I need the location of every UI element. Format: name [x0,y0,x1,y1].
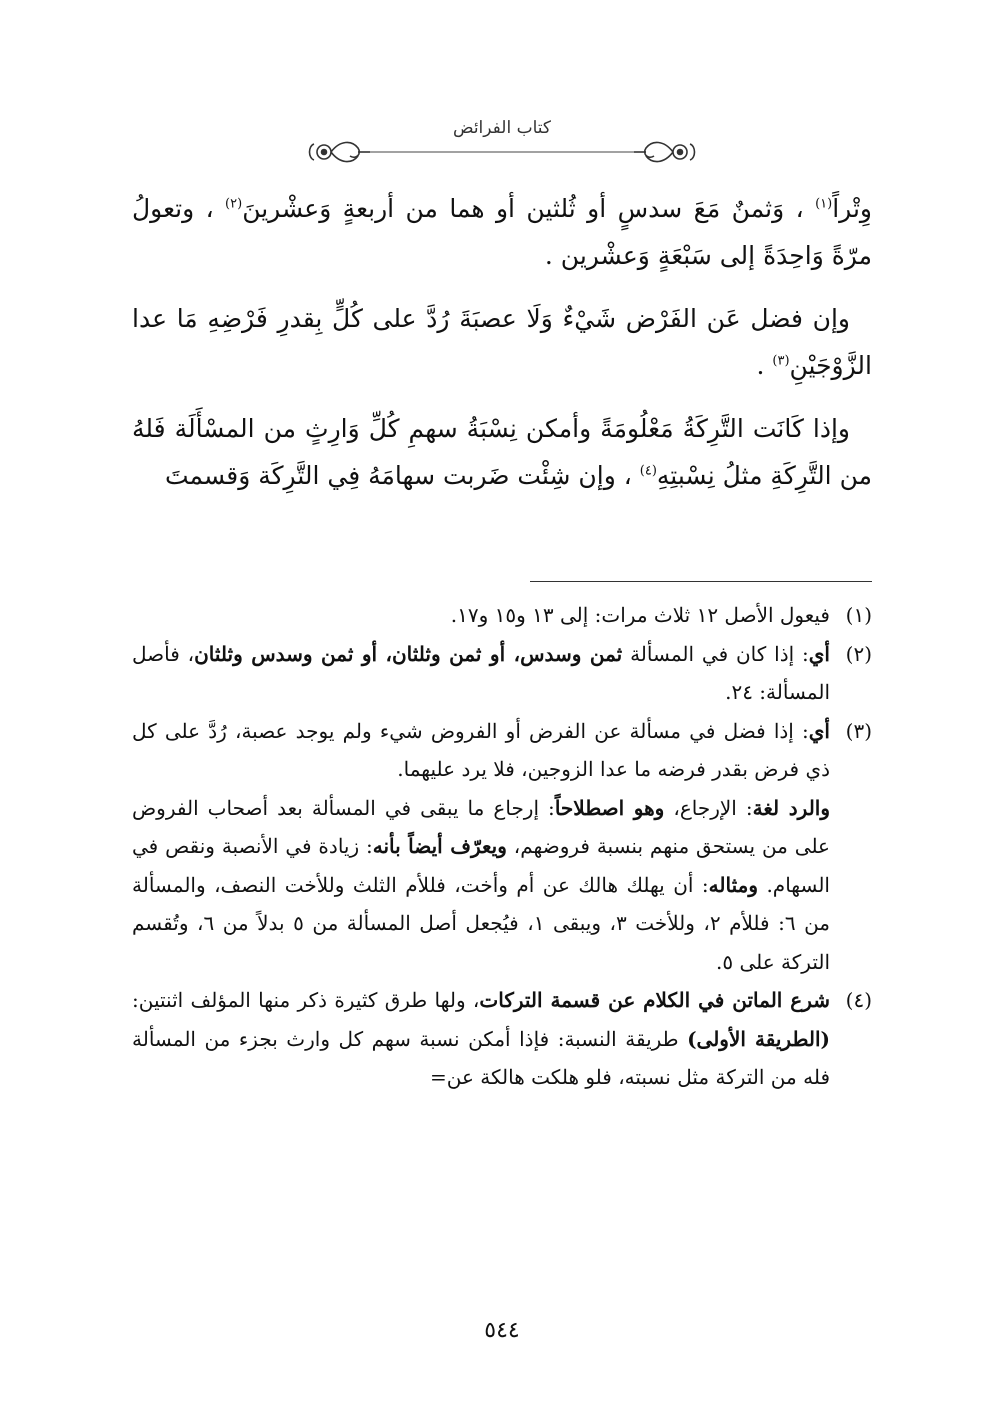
footnote-number: (١) [845,603,872,627]
footnote-ref[interactable]: (٤) [639,463,657,479]
page-number: ٥٤٤ [484,1318,520,1343]
footnote-number: (٣) [845,718,872,743]
footnote-number: (٤) [845,988,872,1012]
main-paragraph: وِتْراً$^{(١)}$ ، وَثمنٌ مَعَ سدسٍ أو ثُلثين أو هما من أربعةٍ وَعشْرينَ$^{(٢)}$ ، وتعولُ مرّةً وَاحِدَةً إلى سَبْعَةٍ وَعشْرين . [132,194,872,270]
footnote: (٢) أي: إذا كان في المسألة ثمن وسدس، أو ثمن وثلثان، أو ثمن وسدس وثلثان، فأصل المسألة: ٢٤. [132,635,872,712]
footnote-separator [530,581,872,582]
running-header-title: كتاب الفرائض [453,118,551,138]
footnote: (٤) شرع الماتن في الكلام عن قسمة التركات، ولها طرق كثيرة ذكر منها المؤلف اثنتين: (الطريقة الأولى) طريقة النسبة: فإذا أمكن نسبة سهم كل وارث بجزء من المسألة فله من التركة مثل نسبته، فلو هلكت هالكة عن= [132,981,872,1097]
header-ornament [300,134,704,170]
main-text [132,185,872,515]
main-paragraph: وإن فضل عَن الفَرْض شَيْءٌ وَلَا عصبَةَ رُدَّ على كُلٍّ بِقدرِ فَرْضِهِ مَا عدا الزَّوْجَيْنِ$^{(٣)}$ . [132,304,872,380]
footnote-number: (٢) [845,641,872,666]
footnote-ref[interactable]: (٣) [772,353,790,369]
main-paragraph: وإذا كَانَت التَّرِكَةُ مَعْلُومَةً وأمكن نِسْبَةُ سهمِ كُلِّ وَارِثٍ من المسْأَلَة فَلهُ من التَّرِكَةِ مثلُ نِسْبتِهِ$^{(٤)}$ ، وإن شِئْت ضَربت سهامَهُ فِي التَّرِكَة وَقسمتَ [132,414,872,490]
footnote: (١) فيعول الأصل ١٢ ثلاث مرات: إلى ١٣ و١٥ و١٧. [132,596,872,635]
footnotes [132,596,872,1097]
footnote: (٣) أي: إذا فضل في مسألة عن الفرض أو الفروض شيء ولم يوجد عصبة، رُدَّ على كل ذي فرض بقدر فرضه ما عدا الزوجين، فلا يرد عليهما. والرد لغة: الإرجاع، وهو اصطلاحاً: إرجاع ما يبقى في المسألة بعد أصحاب الفروض على من يستحق منهم بنسبة فروضهم، ويعرّف أيضاً بأنه: زيادة في الأنصبة ونقص في السهام. ومثاله: أن يهلك هالك عن أم وأخت، فللأم الثلث وللأخت النصف، والمسألة من ٦: فللأم ٢، وللأخت ٣، ويبقى ١، فيُجعل أصل المسألة من ٥ بدلاً من ٦، وتُقسم التركة على ٥. [132,712,872,982]
footnote-ref[interactable]: (٢) [225,196,243,212]
footnote-ref[interactable]: (١) [815,196,833,212]
